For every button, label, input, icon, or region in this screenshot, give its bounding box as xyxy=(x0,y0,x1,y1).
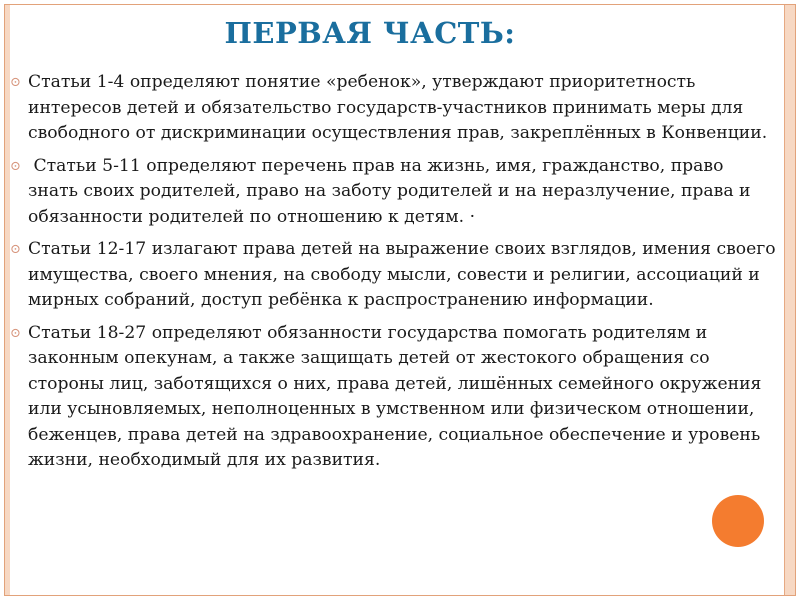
paragraph-articles-1-4 xyxy=(10,70,778,147)
decorative-orange-circle xyxy=(712,495,764,547)
bullet-icon: ⊙ xyxy=(10,325,21,341)
paragraph-articles-5-11 xyxy=(10,154,778,231)
paragraph-text: Статьи 12-17 излагают права детей на выражение своих взглядов, имения своего имущества, своего мнения, на свободу мысли, совести и религии, ассоциаций и мирных собраний, доступ ребёнка к распространению информации. xyxy=(28,239,776,310)
paragraph-text: Статьи 5-11 определяют перечень прав на жизнь, имя, гражданство, право знать своих родителей, право на заботу родителей и на неразлучение, права и обязанности родителей по отношению к детям. · xyxy=(28,155,756,227)
slide-content xyxy=(10,70,778,481)
bullet-icon: ⊙ xyxy=(10,158,21,174)
slide-frame-band-right xyxy=(785,5,795,595)
paragraph-articles-12-17 xyxy=(10,237,778,314)
bullet-icon: ⊙ xyxy=(10,242,21,257)
paragraph-text: Статьи 18-27 определяют обязанности государства помогать родителям и законным опекунам, а также защищать детей от жестокого обращения со стороны лиц, заботящихся о них, права детей, лишённых семейного окружения или усыновляемых, неполноценных в умственном или физическом отношении, беженцев, права детей на здравоохранение, социальное обеспечение и уровень жизни, необходимый для их развития. xyxy=(28,322,762,470)
paragraph-text: Статьи 1-4 определяют понятие «ребенок», утверждают приоритетность интересов детей и обязательство государств-участников принимать меры для свободного от дискриминации осуществления прав, закреплённых в Конвенции. xyxy=(28,72,768,143)
slide-frame-line-right xyxy=(784,5,785,595)
paragraph-articles-18-27 xyxy=(10,321,778,474)
slide-title: ПЕРВАЯ ЧАСТЬ: xyxy=(224,16,516,50)
bullet-icon: ⊙ xyxy=(10,75,21,90)
